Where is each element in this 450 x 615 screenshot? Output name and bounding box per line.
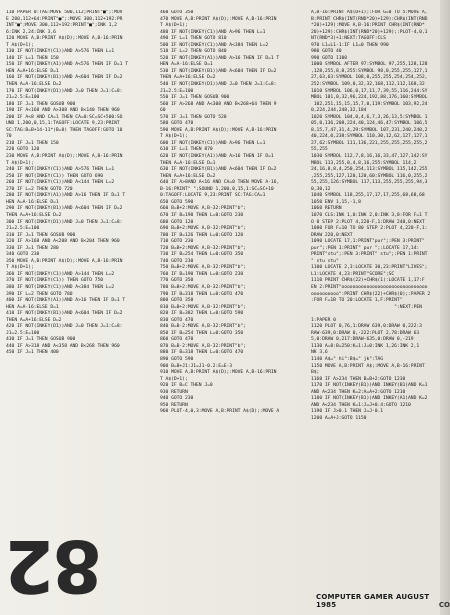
listing-line: 1040 SYMBOL 118,255,17,17,17,255,68,68,68 xyxy=(311,193,425,199)
listing-line: pur";:PEN 1:PRINT" pur ";:LOCATE 17,14: xyxy=(311,245,420,251)
listing-line: 530 IF NOT(INKEY(B1))AND A<604 THEN IF D=2 xyxy=(160,68,277,74)
next-page-edge-text: CO xyxy=(438,601,450,609)
listing-line: 620 IF NOT(INKEY(A1))AND A>16 THEN IF D=1 xyxy=(160,154,274,160)
listing-line: 200 IF A<8 AND CA=1 THEN CA=0:SC=SC+500:SO xyxy=(6,114,123,120)
listing-line: EN 2:PRINT"ooooooooooooooooooooooooooooooo xyxy=(311,284,428,290)
listing-line: 460 GOTO 350 xyxy=(160,10,194,15)
listing-line: B$; xyxy=(311,370,320,376)
listing-line: L1:LOCATE 4,23:PRINT"SCORE";SC xyxy=(311,271,395,277)
listing-line: 250 IF NOT(INKEY(C1)) THEN GOTO 690 xyxy=(6,173,104,179)
listing-line: 5,0:DRAW 0,217:DRAW-635,0:DRAW 0,-219 xyxy=(311,337,414,343)
listing-line: O 8 STEP 2:PLOT 4,220-F,1:DRAW 240,0:NEXT xyxy=(311,219,425,225)
listing-line: ,128,255,8,8,255:SYMBOL 98,0,255,255,127,1 xyxy=(311,68,428,74)
listing-line: 55,255 xyxy=(311,147,328,153)
listing-line: 27,62:SYMBOL 111,136,221,255,255,255,255,2 xyxy=(311,140,428,146)
listing-line: 1130 A=8:B=250:K=1:J=0:INK 1,26:INK 2,1 xyxy=(311,343,420,349)
listing-line: HEN A=A+16:ELSE D=1 xyxy=(6,68,59,74)
listing-line: 1150 MOVE A,B:PRINT A$;:MOVE A,B-16:PRINT xyxy=(311,363,425,369)
listing-line: 102,251,15,15,15,7,0,119:SYMBOL 103,92,24 xyxy=(311,101,428,107)
listing-line: 400 IF NOT(INKEY(A1))AND A>16 THEN IF D=1 T xyxy=(6,298,126,304)
listing-line: THEN A=A+16:ELSE D=2 xyxy=(6,212,62,218)
listing-line: 1120 PLOT 0,76,1:DRAW 639,0:DRAW 0,222:3 xyxy=(311,324,422,330)
page-gutter xyxy=(440,0,450,615)
listing-line: 380 IF NOT(INKEY(C1))AND A<384 THEN L=2 xyxy=(6,284,115,290)
listing-line: 600 IF NOT(INKEY(C1))AND A>96 THEN L=1 xyxy=(160,140,266,146)
listing-line: 420 IF NOT(INKEY(D1))AND J=0 THEN J=1:C=8: xyxy=(6,324,123,330)
listing-line: 630 IF NOT(INKEY(B1))AND A<604 THEN IF D=2 xyxy=(160,167,277,173)
listing-line: 6:INK 2,24:INK 3,6 xyxy=(6,29,56,35)
listing-line: HEN A=A-16:ELSE D=1 xyxy=(160,62,213,68)
listing-line: 560 IF A>268 AND A<308 AND B<268+64 THEN 9 xyxy=(160,101,277,107)
listing-line: 920 IF B=C THEN J=0 xyxy=(160,383,213,389)
listing-line: 1050 ENV 1,15,-1,8 xyxy=(311,199,361,205)
listing-line: 900 B=B+J1:J1=J1-0.2:E=E-3 xyxy=(160,363,233,369)
listing-line: 350 MOVE A,B:PRINT A$(D);:MOVE A,B-16:PRIN xyxy=(6,258,123,264)
listing-line: A,B-16:PRINT A$(D+1);:FOR G=0 TO 5:MOVE A, xyxy=(311,10,428,15)
listing-line: 540 IF NOT(INKEY(D1))AND J=0 THEN J=1:C=8: xyxy=(160,82,277,88)
listing-line: 110 PAPER 0:TAG:MOVE 500,112;PRINT"■";:MOV xyxy=(6,10,123,15)
listing-line: 480 IF NOT(INKEY(C1))AND A>96 THEN L=1 xyxy=(160,29,266,35)
listing-column-1 xyxy=(6,10,158,555)
listing-line: 570 IF J=1 THEN GOTO 520 xyxy=(160,114,227,120)
listing-line: oooooooooo":PRINT CHR$(22)+CHR$(0);:PAPER 2 xyxy=(311,291,431,297)
listing-line: 470 MOVE A,B:PRINT A$(D);:MOVE A,B-16:PRIN xyxy=(160,16,277,22)
listing-line: AND A<234 THEN K=1:J=J+0.4:GOTO 1210 xyxy=(311,402,411,408)
listing-line: 1060 RETURN xyxy=(311,206,342,212)
listing-line: 20)+129):CHR$(INT(RND*20)+129);:PLOT-4,0,1 xyxy=(311,29,428,35)
listing-line: 55,255,126:SYMBOL 117,113,255,255,255,94,3 xyxy=(311,180,428,186)
listing-line: THEN A=A-16:ELSE D=2 xyxy=(6,82,62,88)
listing-line: 980 GOTO 40 xyxy=(311,49,342,55)
listing-line: 660 B=B+2:MOVE A,B-32:PRINT"b"; xyxy=(160,206,246,212)
listing-line: 1030 SYMBOL 112,7,8,16,16,33,47,127,142:SY xyxy=(311,154,428,160)
listing-line: THEN A=A+16:ELSE D=2 xyxy=(6,317,62,323)
listing-line: 990 GOTO 1100 xyxy=(311,55,348,61)
page-number: 82 xyxy=(6,524,103,608)
listing-line: 180 IF J=1 THEN GOSUB 900 xyxy=(6,101,76,107)
listing-line: 0,30,12 xyxy=(311,186,331,192)
listing-line: 1160 IF A>234 THEN B=B+2:GOTO 1230 xyxy=(311,376,406,382)
listing-line: 0,224,244,248,32,184 xyxy=(311,108,367,114)
listing-line: 70 xyxy=(6,134,12,140)
listing-line: 610 IF L=1 THEN 870 xyxy=(160,147,213,153)
listing-line: 1090 LOCATE 17,1:PRINT"pur";:PEN 3:PRINT" xyxy=(311,239,425,245)
listing-line: AND A<234 THEN K=2:A=A+2:GOTO 1210 xyxy=(311,389,406,395)
listing-line: MBOL 101,0,32,96,224,192,88,176,160:SYMBOL xyxy=(311,95,428,101)
listing-line: HEN A=A-16:ELSE D=1 xyxy=(6,199,59,205)
listing-line: 550 IF J=1 THEN GOSUB 900 xyxy=(160,95,230,101)
listing-line: 140 IF L=1 THEN 150 xyxy=(6,55,59,61)
listing-line: 360 IF NOT(INKEY(C1))AND A>144 THEN L=2 xyxy=(6,271,115,277)
listing-line: 330 IF J=1 THEN 280 xyxy=(6,245,59,251)
listing-line: 280 IF NOT(INKEY(A1))AND A>16 THEN IF D=1 T xyxy=(6,193,126,199)
listing-line: 1190 IF J>0.1 THEN J=J-0.1 xyxy=(311,409,384,415)
listing-line: ,255,255,127,120,120,60:SYMBOL 116,0,255,2 xyxy=(311,173,428,179)
listing-line: 860 GOTO 470 xyxy=(160,337,194,343)
listing-line: *20)+129):MOVE A,B-16:PRINT CHR$(INT(RND* xyxy=(311,23,425,29)
listing-line: " stu stu" xyxy=(311,258,339,264)
listing-line: J1=2.5:E=100 xyxy=(6,330,40,336)
listing-line: 930 RETURN xyxy=(160,389,188,395)
listing-line: 1000 SYMBOL AFTER 97:SYMBOL 97,255,128,128 xyxy=(311,62,428,68)
listing-line: 650 GOTO 590 xyxy=(160,199,194,205)
listing-line: 240 IF NOT(INKEY(C1))AND A>576 THEN L=1 xyxy=(6,167,115,173)
listing-line: 220 GOTO 120 xyxy=(6,147,40,153)
listing-line: 320 IF A>168 AND A<208 AND B<204 THEN 960 xyxy=(6,239,120,245)
listing-line: 710 GOTO 230 xyxy=(160,239,194,245)
listing-line: 740 GOTO 230 xyxy=(160,258,194,264)
listing-line: 290 IF NOT(INKEY(B1))AND A<604 THEN IF D=2 xyxy=(6,206,123,212)
listing-line: DRAW 220,0:NEXT xyxy=(311,232,353,238)
listing-line: 450 IF J=1 THEN 400 xyxy=(6,350,59,356)
listing-line: T A$(D+1); xyxy=(160,376,188,382)
listing-line: 510 IF L=2 THEN GOTO 840 xyxy=(160,49,227,55)
listing-line: 890 GOTO 590 xyxy=(160,356,194,362)
listing-line: 910 MOVE A,B:PRINT A$(D);:MOVE A,B-16:PRIN xyxy=(160,370,277,376)
listing-line: 780 B=B+2:MOVE A,B-32:PRINT"b"; xyxy=(160,284,246,290)
listing-line: 810 B=B+2:MOVE A,B-32:PRINT"b"; xyxy=(160,304,246,310)
listing-line: 1140 A$=" hi":B$=" jk":TAG xyxy=(311,356,384,362)
listing-line: MBOL 113,255,0,4,8,16,255:SYMBOL 114,2 xyxy=(311,160,417,166)
listing-line: 1180 IF NOT(INKEY(B1))AND INKEY(A1)AND K=2 xyxy=(311,396,428,402)
listing-line: 160 IF NOT(INKEY(B1))AND A<604 THEN IF D=2 xyxy=(6,75,123,81)
listing-line: J1=2.5:E=100 xyxy=(6,226,40,232)
listing-line: 870 B=B-2:MOVE A,B-32:PRINT"b"; xyxy=(160,343,246,349)
listing-line: 270 IF L=2 THEN GOTO 720 xyxy=(6,186,73,192)
listing-line: 1080 FOR F=10 TO 80 STEP 2:PLOT 4,220-F,1: xyxy=(311,226,428,232)
listing-line: ":NEXT:PEN xyxy=(311,304,422,310)
listing-line: 190 IF A<168 AND A>308 AND B<140 THEN 960 xyxy=(6,108,120,114)
listing-line: 690 B=B+2:MOVE A,B-32:PRINT"b"; xyxy=(160,226,246,232)
listing-line: B:PRINT CHR$(INT(RND*20)+129):CHR$(INT(RND xyxy=(311,16,428,22)
listing-line: 520 IF NOT(INKEY(A1))AND A>16 THEN IF D=1 T xyxy=(160,55,280,61)
listing-line: 850 IF B=254 THEN L=0:GOTO 350 xyxy=(160,330,244,336)
page-footer: COMPUTER GAMER AUGUST 1985 xyxy=(316,593,430,609)
listing-line: 1010 SYMBOL 106,0,17,11,7,39,55,116,244:SY xyxy=(311,88,428,94)
listing-line: 580 GOTO 470 xyxy=(160,121,194,127)
listing-line: T A$(D+1); xyxy=(6,265,34,271)
listing-line: 950 RETURN xyxy=(160,402,188,408)
listing-line: 430 IF J=1 THEN GOSUB 900 xyxy=(6,337,76,343)
listing-line: 1:PAPER 0 xyxy=(311,317,336,323)
listing-line: 940 GOTO 230 xyxy=(160,396,194,402)
listing-line: 310 IF J=1 THEN GOSUB 900 xyxy=(6,232,76,238)
listing-line: 840 B=B-2:MOVE A,B-32:PRINT"b"; xyxy=(160,324,246,330)
listing-line: 130 IF NOT(INKEY(C1))AND A>576 THEN L=1 xyxy=(6,49,115,55)
listing-line: 1110 PRINT CHR$(22)+CHR$(1):LOCATE 1,17:F xyxy=(311,278,425,284)
listing-line: UND 1,200,0,15,1:TAGOFF:LOCATE 9,23:PRINT xyxy=(6,121,120,127)
listing-line: 150 IF NOT(INKEY(A1))AND A<576 THEN IF D=1 T xyxy=(6,62,128,68)
listing-line: 680 GOTO 120 xyxy=(160,219,194,225)
listing-line: THEN A=A-16:ELSE D=1 xyxy=(160,160,216,166)
listing-line: 252:SYMBOL 109,0,32,32,168,112,112,168,32 xyxy=(311,82,425,88)
listing-line: 500 IF NOT(INKEY(C1))AND A<384 THEN L=2 xyxy=(160,42,269,48)
listing-line: 230 MOVE A,B:PRINT A$(D);:MOVE A,B-16:PRIN xyxy=(6,154,123,160)
listing-line: 750 B=B+2:MOVE A,B-32:PRINT"b"; xyxy=(160,265,246,271)
listing-line: :FOR F=1B TO 20:LOCATE 1,F:PRINT" xyxy=(311,298,403,304)
listing-line: T A$(D+1); xyxy=(6,42,34,48)
listing-line: 370 IF NOT(INKEY(C1)) THEN GOTO 750 xyxy=(6,278,104,284)
listing-line: 800 GOTO 350 xyxy=(160,298,194,304)
listing-line: 670 IF B=190 THEN L=0:GOTO 230 xyxy=(160,212,244,218)
listing-line: T A$(D+1); xyxy=(160,134,188,140)
listing-line: 490 IF L=1 THEN GOTO 810 xyxy=(160,36,227,42)
listing-column-3 xyxy=(311,10,447,580)
listing-line: 820 IF B=382 THEN L=0:GOTO 590 xyxy=(160,311,244,317)
listing-line: 8,15,7,47,31,4,29:SYMBOL 107,231,240,240,2 xyxy=(311,127,428,133)
listing-line: 440 IF A>318 AND A<358 AND B<268 THEN 960 xyxy=(6,343,120,349)
listing-line: 830 GOTO 470 xyxy=(160,317,194,323)
listing-line: 880 IF B=318 THEN L=0:GOTO 470 xyxy=(160,350,244,356)
listing-line: 170 IF NOT(INKEY(D1))AND J=0 THEN J=1:C=8: xyxy=(6,88,123,94)
listing-line: J1=2.5:E=100 xyxy=(6,95,40,101)
listing-line: 1100 LOCATE 2,3:LOCATE 30,23:PRINT"LIVES"; xyxy=(311,265,428,271)
listing-line: 260 IF NOT(INKEY(C1))AND A<144 THEN L=2 xyxy=(6,180,115,186)
listing-line: 410 IF NOT(INKEY(B1))AND A<604 THEN IF D=2 xyxy=(6,311,123,317)
listing-line: T A$(D+1); xyxy=(160,23,188,29)
listing-line: THEN A=A+16:ELSE D=2 xyxy=(160,75,216,81)
listing-line: T A$(D+1); xyxy=(6,160,34,166)
listing-line: INT"■";MOVE 300,112+192:PRINT"■";INK 1,2 xyxy=(6,23,117,29)
listing-line: HEN A=A-16:ELSE D=1 xyxy=(6,304,59,310)
listing-line: SC:TAG:B=B+14-11*(B=8) THEN TAGOFF:GOTO 10 xyxy=(6,127,123,133)
listing-line: 960 PLOT-4,0,3:MOVE A,B:PRINT A$(D);:MOVE A xyxy=(160,409,280,415)
listing-line: 1200 A=A+J:GOTO 1150 xyxy=(311,415,367,421)
listing-line: B-16:PRINT" ";SOUND 1,200,0,15,1:SC=SC+10 xyxy=(160,186,274,192)
listing-line: J1=2.5:E=100 xyxy=(160,88,194,94)
listing-line: NT(RND*3)+1:NEXT:TAGOFF:CLS xyxy=(311,36,386,42)
listing-line: 590 MOVE A,B:PRINT A$(D);:MOVE A,B-16:PRIN xyxy=(160,127,277,133)
listing-line: 1070 CLS:INK 1,0:INK 2,0:INK 3,0:FOR F=1 T xyxy=(311,212,428,218)
listing-line: 640 IF A>8AND A<16 AND CA=0 THEN MOVE A-16, xyxy=(160,180,280,186)
listing-line: 27,63,63:SYMBOL 108,0,255,255,254,254,252, xyxy=(311,75,428,81)
listing-line: 1020 SYMBOL 104,0,4,6,7,3,26,13,5:SYMBOL 1 xyxy=(311,114,428,120)
listing-line: 790 IF B=318 THEN L=0:GOTO 470 xyxy=(160,291,244,297)
listing-line: 340 GOTO 230 xyxy=(6,252,40,258)
listing-line: 120 MOVE A,B:PRINT A$(D);:MOVE A,B-16:PRIN xyxy=(6,36,123,42)
listing-line: 720 B=B+2:MOVE A,B-32:PRINT"b"; xyxy=(160,245,246,251)
listing-line: 0:TAGOFF:LOCATE 9,23:PRINT SC:TAG:CA=1 xyxy=(160,193,266,199)
listing-line: 730 IF B=254 THEN L=0:GOTO 350 xyxy=(160,252,244,258)
listing-line: PRINT"stu";:PEN 3:PRINT" stu";:PEN 1:PRINT xyxy=(311,252,428,258)
listing-line: E 200,112+64:PRINT"■";:MOVE 300,112+192:PR xyxy=(6,16,123,22)
listing-line: 210 IF J=1 THEN 150 xyxy=(6,140,59,146)
listing-line: 700 IF B=126 THEN L=0:GOTO 120 xyxy=(160,232,244,238)
listing-line: 970 L1=L1-1:IF L1=0 THEN 990 xyxy=(311,42,389,48)
listing-line: 390 IF L=2 THEN GOTO 780 xyxy=(6,291,73,297)
listing-line xyxy=(6,416,158,423)
listing-line: NK 3,6 xyxy=(311,350,328,356)
listing-line: 40,224,0,238:SYMBOL 110,30,12,62,127,127,1 xyxy=(311,134,428,140)
listing-column-2 xyxy=(160,10,308,595)
listing-line: 24,16,8,8,4,250,254,113:SYMBOL 115,142,255 xyxy=(311,167,428,173)
listing-line: 300 IF NOT(INKEY(D1))AND J=0 THEN J=1:C=8: xyxy=(6,219,123,225)
listing-line: 05,0,136,208,224,40,124,46,47:SYMBOL 106,5 xyxy=(311,121,428,127)
listing-line: 770 GOTO 350 xyxy=(160,278,194,284)
listing-line: THEN A=A+16:ELSE D=2 xyxy=(160,173,216,179)
listing-line: 760 IF B=190 THEN L=0:GOTO 230 xyxy=(160,271,244,277)
listing-line: RAW-639,0:DRAW 0,-222:PLOT 2,78:DRAW 63 xyxy=(311,330,420,336)
listing-line: 1170 IF NOT(INKEY(B1))AND INKEY(B1)AND K=1 xyxy=(311,383,428,389)
listing-line: 60 xyxy=(160,108,166,114)
